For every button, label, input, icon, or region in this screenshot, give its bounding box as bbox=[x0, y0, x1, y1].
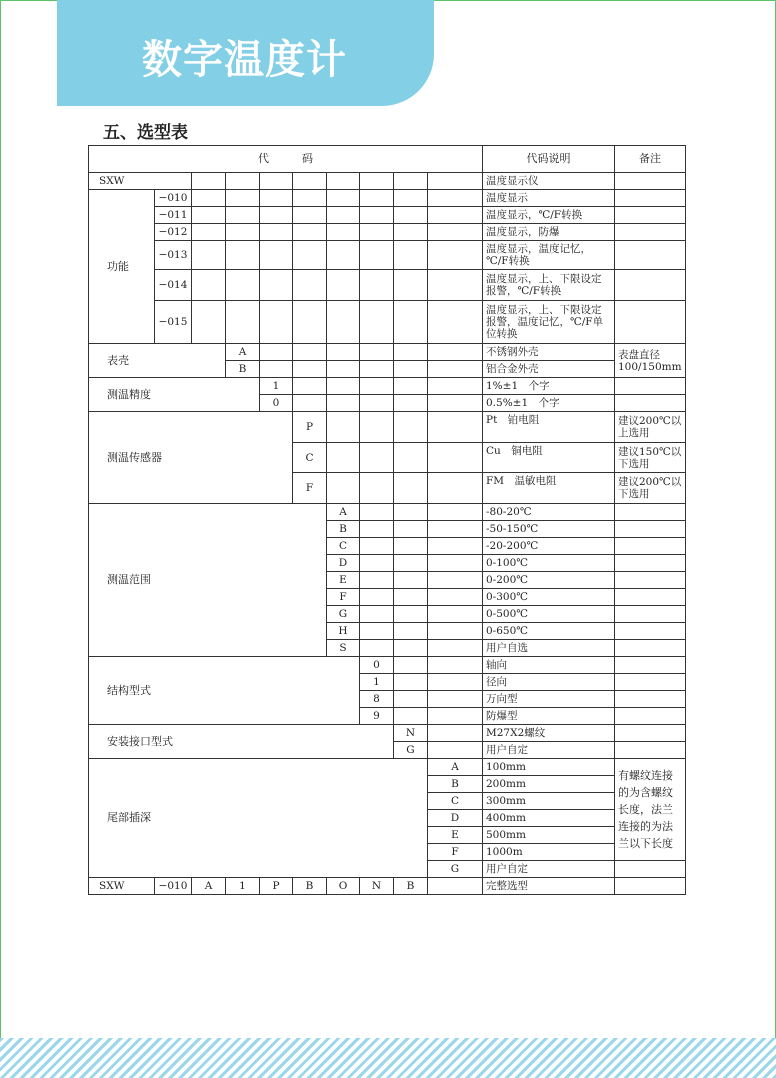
mount-code: G bbox=[394, 742, 428, 759]
example-code: B bbox=[293, 878, 327, 895]
case-code: B bbox=[226, 361, 260, 378]
table-row bbox=[89, 725, 686, 742]
range-code: E bbox=[327, 572, 360, 589]
range-desc: -50-150℃ bbox=[483, 521, 615, 538]
table-header-row bbox=[89, 146, 686, 173]
example-code: N bbox=[360, 878, 394, 895]
depth-code: B bbox=[428, 776, 483, 793]
range-code: H bbox=[327, 623, 360, 640]
range-code: A bbox=[327, 504, 360, 521]
accuracy-label: 测温精度 bbox=[89, 378, 260, 412]
depth-desc: 100mm bbox=[483, 759, 615, 776]
table-row-example bbox=[89, 878, 686, 895]
sensor-note: 建议150℃以下选用 bbox=[615, 443, 686, 473]
sensor-desc: FM 温敏电阻 bbox=[483, 473, 615, 504]
structure-code: 9 bbox=[360, 708, 394, 725]
accuracy-desc: 0.5%±1 个字 bbox=[483, 395, 615, 412]
depth-desc: 1000m bbox=[483, 844, 615, 861]
sensor-desc: Pt 铂电阻 bbox=[483, 412, 615, 443]
depth-desc: 用户自定 bbox=[483, 861, 615, 878]
range-desc: -80-20℃ bbox=[483, 504, 615, 521]
table-row bbox=[89, 207, 686, 224]
structure-label: 结构型式 bbox=[89, 657, 360, 725]
mount-code: N bbox=[394, 725, 428, 742]
range-desc: 0-200℃ bbox=[483, 572, 615, 589]
depth-desc: 500mm bbox=[483, 827, 615, 844]
example-code: P bbox=[260, 878, 293, 895]
function-desc: 温度显示，上、下限设定报警，温度记忆，℃/F单位转换 bbox=[483, 301, 615, 344]
selection-table bbox=[88, 145, 686, 895]
function-desc: 温度显示，上、下限设定报警，℃/F转换 bbox=[483, 270, 615, 301]
sensor-label: 测温传感器 bbox=[89, 412, 293, 504]
depth-desc: 300mm bbox=[483, 793, 615, 810]
case-desc: 不锈钢外壳 bbox=[483, 344, 615, 361]
table-row bbox=[89, 224, 686, 241]
structure-desc: 轴向 bbox=[483, 657, 615, 674]
example-code: 1 bbox=[226, 878, 260, 895]
function-desc: 温度显示，℃/F转换 bbox=[483, 207, 615, 224]
sensor-code: P bbox=[293, 412, 327, 443]
example-code: B bbox=[394, 878, 428, 895]
range-desc: -20-200℃ bbox=[483, 538, 615, 555]
structure-code: 1 bbox=[360, 674, 394, 691]
function-label: 功能 bbox=[89, 190, 155, 344]
structure-desc: 径向 bbox=[483, 674, 615, 691]
header-desc: 代码说明 bbox=[483, 146, 615, 173]
sensor-code: C bbox=[293, 443, 327, 473]
sxw-code: SXW bbox=[89, 173, 192, 190]
depth-desc: 200mm bbox=[483, 776, 615, 793]
function-code: −011 bbox=[155, 207, 192, 224]
function-desc: 温度显示，温度记忆，℃/F转换 bbox=[483, 241, 615, 270]
table-row bbox=[89, 241, 686, 270]
table-row bbox=[89, 270, 686, 301]
range-code: S bbox=[327, 640, 360, 657]
sensor-note: 建议200℃以上选用 bbox=[615, 412, 686, 443]
depth-label: 尾部插深 bbox=[89, 759, 428, 878]
function-code: −015 bbox=[155, 301, 192, 344]
range-desc: 0-500℃ bbox=[483, 606, 615, 623]
table-row bbox=[89, 173, 686, 190]
range-desc: 0-300℃ bbox=[483, 589, 615, 606]
depth-desc: 400mm bbox=[483, 810, 615, 827]
range-code: G bbox=[327, 606, 360, 623]
function-desc: 温度显示，防爆 bbox=[483, 224, 615, 241]
depth-code: D bbox=[428, 810, 483, 827]
table-row bbox=[89, 301, 686, 344]
example-code: SXW bbox=[89, 878, 155, 895]
function-desc: 温度显示 bbox=[483, 190, 615, 207]
range-label: 测温范围 bbox=[89, 504, 327, 657]
example-code: O bbox=[327, 878, 360, 895]
depth-code: F bbox=[428, 844, 483, 861]
range-desc: 0-650℃ bbox=[483, 623, 615, 640]
range-code: C bbox=[327, 538, 360, 555]
accuracy-code: 0 bbox=[260, 395, 293, 412]
structure-desc: 防爆型 bbox=[483, 708, 615, 725]
page-title: 数字温度计 bbox=[142, 37, 347, 83]
case-note: 表盘直径100/150mm bbox=[615, 344, 686, 378]
section-title: 五、选型表 bbox=[103, 123, 188, 143]
sensor-note: 建议200℃以下选用 bbox=[615, 473, 686, 504]
header-note: 备注 bbox=[615, 146, 686, 173]
case-label: 表壳 bbox=[89, 344, 226, 378]
case-code: A bbox=[226, 344, 260, 361]
accuracy-desc: 1%±1 个字 bbox=[483, 378, 615, 395]
table-row bbox=[89, 504, 686, 521]
range-code: B bbox=[327, 521, 360, 538]
structure-code: 0 bbox=[360, 657, 394, 674]
sensor-code: F bbox=[293, 473, 327, 504]
footer-stripes bbox=[0, 1038, 776, 1078]
example-desc: 完整选型 bbox=[483, 878, 615, 895]
table-row bbox=[89, 759, 686, 776]
header-code: 代 码 bbox=[89, 146, 483, 173]
table-row bbox=[89, 412, 686, 443]
accuracy-code: 1 bbox=[260, 378, 293, 395]
function-code: −010 bbox=[155, 190, 192, 207]
sxw-desc: 温度显示仪 bbox=[483, 173, 615, 190]
range-desc: 0-100℃ bbox=[483, 555, 615, 572]
structure-code: 8 bbox=[360, 691, 394, 708]
depth-code: A bbox=[428, 759, 483, 776]
table-row bbox=[89, 657, 686, 674]
depth-code: G bbox=[428, 861, 483, 878]
function-code: −013 bbox=[155, 241, 192, 270]
structure-desc: 万向型 bbox=[483, 691, 615, 708]
depth-code: E bbox=[428, 827, 483, 844]
depth-note: 有螺纹连接的为含螺纹长度，法兰连接的为法兰以下长度 bbox=[615, 759, 686, 861]
range-desc: 用户自选 bbox=[483, 640, 615, 657]
mount-desc: 用户自定 bbox=[483, 742, 615, 759]
function-code: −012 bbox=[155, 224, 192, 241]
range-code: F bbox=[327, 589, 360, 606]
table-row bbox=[89, 190, 686, 207]
mount-label: 安装接口型式 bbox=[89, 725, 394, 759]
table-row bbox=[89, 378, 686, 395]
sensor-desc: Cu 铜电阻 bbox=[483, 443, 615, 473]
example-code: A bbox=[192, 878, 226, 895]
function-code: −014 bbox=[155, 270, 192, 301]
table-row bbox=[89, 344, 686, 361]
example-code: −010 bbox=[155, 878, 192, 895]
case-desc: 铝合金外壳 bbox=[483, 361, 615, 378]
range-code: D bbox=[327, 555, 360, 572]
depth-code: C bbox=[428, 793, 483, 810]
mount-desc: M27X2螺纹 bbox=[483, 725, 615, 742]
